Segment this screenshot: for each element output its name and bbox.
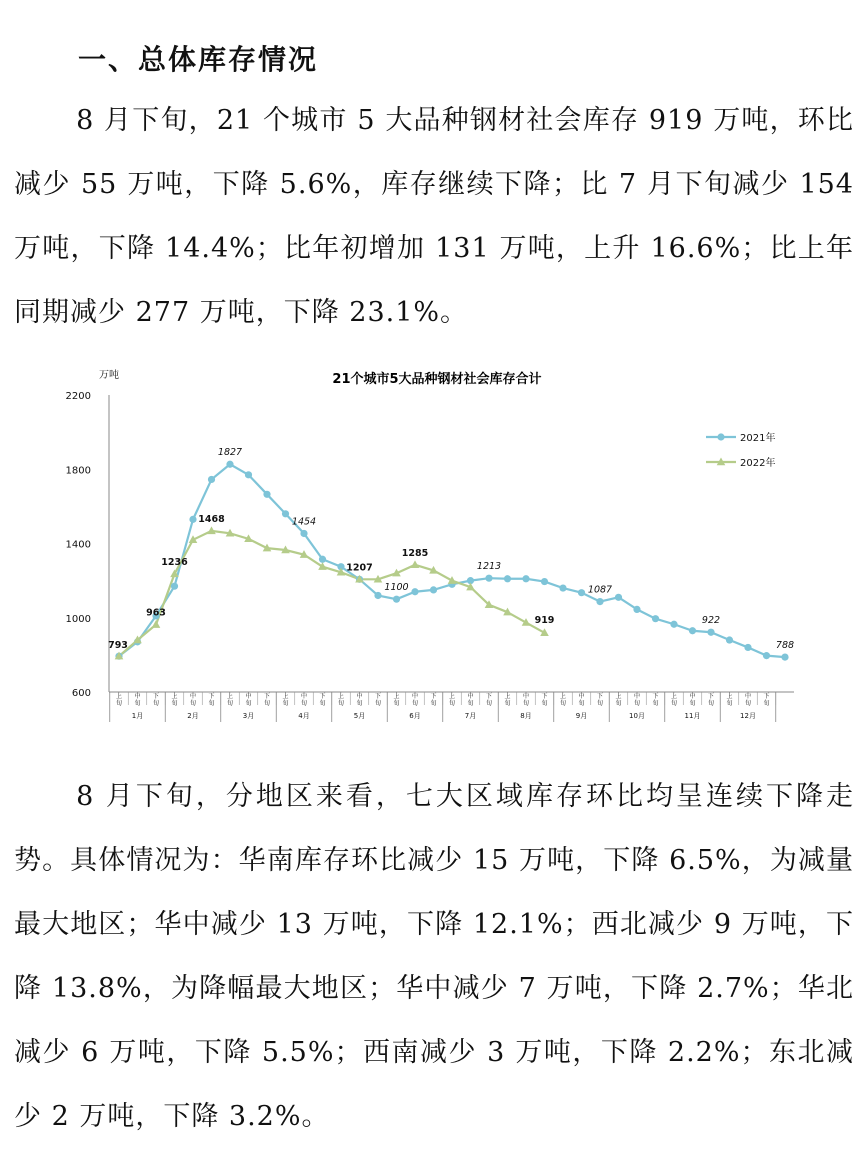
y-tick-label: 2200 bbox=[65, 391, 91, 402]
x-tick-label: 下旬 bbox=[652, 693, 659, 707]
x-tick-label: 中旬 bbox=[245, 693, 252, 707]
x-tick-label: 上旬 bbox=[726, 693, 733, 707]
y-tick-label: 1400 bbox=[65, 539, 91, 551]
x-tick-label: 上旬 bbox=[282, 693, 289, 707]
data-point bbox=[522, 575, 529, 582]
data-point bbox=[430, 586, 437, 593]
series-line-0 bbox=[119, 464, 785, 657]
data-label: 1827 bbox=[217, 447, 243, 459]
data-point bbox=[615, 594, 622, 601]
x-tick-label: 下旬 bbox=[485, 693, 493, 707]
data-label: 1285 bbox=[401, 547, 429, 559]
data-point bbox=[208, 476, 215, 483]
section-heading: 一、总体库存情况 bbox=[78, 43, 319, 76]
data-point bbox=[171, 583, 178, 590]
x-tick-label: 上旬 bbox=[670, 693, 678, 707]
data-label: 1454 bbox=[291, 516, 317, 528]
data-point bbox=[319, 556, 326, 563]
data-label: 1468 bbox=[198, 513, 225, 525]
data-label: 788 bbox=[775, 640, 795, 652]
month-label: 10月 bbox=[629, 712, 645, 720]
data-point bbox=[245, 471, 252, 478]
month-label: 11月 bbox=[684, 712, 701, 720]
data-label: 1100 bbox=[384, 582, 409, 594]
regional-paragraph: 8 月下旬，分地区来看，七大区域库存环比均呈连续下降走势。具体情况为：华南库存环比减少 15 万吨，下降 6.5%，为减量最大地区；华中减少 13 万吨，下降 12.1%；西北减少 9 万吨，下降 13.8%，为降幅最大地区；华中减少 7 万吨，下降 2.7%；华北减少 6 万吨，下降 5.5%；西南减少 3 万吨，下降 2.2%；东北减少 2 万吨，下降 3.2%。 bbox=[14, 781, 854, 1132]
data-point bbox=[781, 654, 788, 661]
data-point bbox=[485, 575, 492, 582]
month-label: 12月 bbox=[740, 712, 756, 720]
x-tick-label: 下旬 bbox=[152, 693, 160, 707]
data-label: 1213 bbox=[476, 561, 502, 573]
x-tick-label: 上旬 bbox=[226, 693, 234, 707]
data-label: 793 bbox=[108, 640, 128, 652]
data-point bbox=[374, 592, 381, 599]
data-point bbox=[726, 636, 733, 643]
data-point bbox=[411, 588, 418, 595]
x-tick-label: 上旬 bbox=[448, 693, 456, 707]
x-tick-label: 上旬 bbox=[171, 693, 178, 707]
data-point bbox=[300, 530, 307, 537]
data-point bbox=[578, 589, 585, 596]
month-label: 1月 bbox=[131, 712, 144, 720]
month-label: 7月 bbox=[464, 712, 477, 720]
data-point bbox=[393, 596, 400, 603]
data-point bbox=[707, 629, 714, 636]
month-label: 5月 bbox=[353, 712, 366, 720]
x-tick-label: 下旬 bbox=[208, 693, 215, 707]
x-tick-label: 中旬 bbox=[744, 693, 752, 707]
data-point bbox=[282, 510, 289, 517]
data-point bbox=[411, 560, 420, 568]
summary-paragraph: 8 月下旬，21 个城市 5 大品种钢材社会库存 919 万吨，环比减少 55 万吨，下降 5.6%，库存继续下降；比 7 月下旬减少 154 万吨，下降 14.4%；比年初增加 131 万吨，上升 16.6%；比上年同期减少 277 万吨，下降 23.1%。 bbox=[14, 105, 854, 328]
month-label: 4月 bbox=[298, 712, 310, 720]
data-point bbox=[689, 627, 696, 634]
inventory-line-chart bbox=[0, 355, 862, 750]
x-tick-label: 中旬 bbox=[356, 693, 363, 707]
data-point bbox=[541, 578, 548, 585]
data-label: 919 bbox=[534, 614, 555, 626]
x-tick-label: 中旬 bbox=[189, 693, 197, 707]
data-point bbox=[596, 598, 603, 605]
x-tick-label: 下旬 bbox=[374, 693, 382, 707]
x-tick-label: 中旬 bbox=[134, 693, 141, 707]
legend-marker bbox=[717, 433, 724, 440]
x-tick-label: 下旬 bbox=[319, 693, 326, 707]
x-tick-label: 上旬 bbox=[615, 693, 622, 707]
x-tick-label: 下旬 bbox=[541, 693, 548, 707]
data-point bbox=[763, 652, 770, 659]
month-label: 3月 bbox=[242, 712, 255, 720]
x-tick-label: 中旬 bbox=[578, 693, 585, 707]
chart-title: 21个城市5大品种钢材社会库存合计 bbox=[332, 372, 542, 387]
x-tick-label: 中旬 bbox=[522, 693, 530, 707]
x-tick-label: 中旬 bbox=[689, 693, 696, 707]
x-tick-label: 上旬 bbox=[504, 693, 511, 707]
x-tick-label: 上旬 bbox=[559, 693, 567, 707]
data-label: 963 bbox=[146, 607, 166, 619]
data-point bbox=[504, 575, 511, 582]
x-tick-label: 下旬 bbox=[707, 693, 715, 707]
data-point bbox=[633, 606, 640, 613]
data-label: 1087 bbox=[587, 584, 613, 596]
x-tick-label: 中旬 bbox=[411, 693, 419, 707]
x-tick-label: 下旬 bbox=[763, 693, 770, 707]
series-line-1 bbox=[119, 531, 545, 656]
data-label: 1207 bbox=[346, 562, 373, 574]
x-tick-label: 下旬 bbox=[430, 693, 437, 707]
y-tick-label: 1000 bbox=[65, 613, 91, 625]
x-tick-label: 上旬 bbox=[337, 693, 345, 707]
x-tick-label: 下旬 bbox=[596, 693, 604, 707]
x-tick-label: 中旬 bbox=[300, 693, 308, 707]
data-point bbox=[670, 621, 677, 628]
month-label: 2月 bbox=[187, 712, 199, 720]
data-point bbox=[744, 644, 751, 651]
data-point bbox=[226, 461, 233, 468]
x-tick-label: 上旬 bbox=[393, 693, 400, 707]
x-tick-label: 中旬 bbox=[467, 693, 474, 707]
data-point bbox=[559, 584, 566, 591]
y-axis-unit-label: 万吨 bbox=[99, 370, 119, 381]
x-tick-label: 上旬 bbox=[115, 693, 123, 707]
data-point bbox=[652, 615, 659, 622]
x-tick-label: 下旬 bbox=[263, 693, 271, 707]
month-label: 9月 bbox=[575, 712, 588, 720]
x-tick-label: 中旬 bbox=[633, 693, 641, 707]
data-label: 922 bbox=[701, 615, 721, 627]
month-label: 6月 bbox=[409, 712, 421, 720]
data-point bbox=[189, 516, 196, 523]
legend-label: 2021年 bbox=[740, 433, 776, 444]
y-tick-label: 600 bbox=[71, 688, 91, 699]
legend-label: 2022年 bbox=[740, 458, 776, 469]
data-label: 1236 bbox=[161, 556, 188, 568]
month-label: 8月 bbox=[520, 712, 532, 720]
y-tick-label: 1800 bbox=[65, 465, 91, 477]
data-point bbox=[263, 491, 270, 498]
